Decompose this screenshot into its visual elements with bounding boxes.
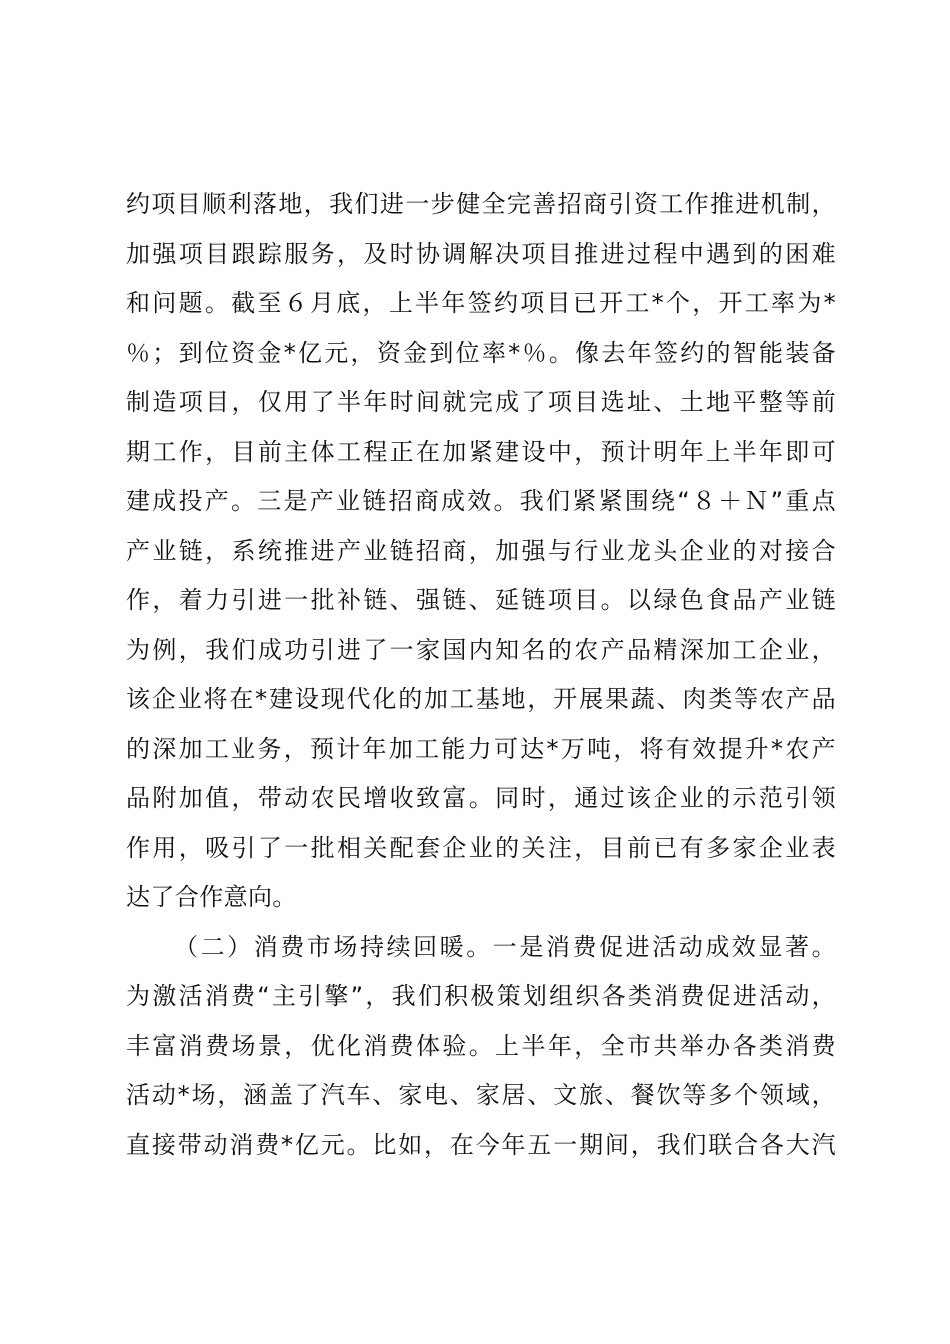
text-line: 该企业将在*建设现代化的加工基地，开展果蔬、肉类等农产品 <box>126 685 836 713</box>
text-line: ％；到位资金*亿元，资金到位率*％。像去年签约的智能装备 <box>126 338 836 367</box>
text-line: 和问题。截至６月底，上半年签约项目已开工*个，开工率为* <box>126 289 836 317</box>
text-line: 建成投产。三是产业链招商成效。我们紧紧围绕“８＋Ｎ”重点 <box>126 487 836 515</box>
text-line: 为激活消费“主引擎”，我们积极策划组织各类消费促进活动， <box>126 982 836 1010</box>
text-line: 丰富消费场景，优化消费体验。上半年，全市共举办各类消费 <box>126 1031 836 1060</box>
text-line: 作用，吸引了一批相关配套企业的关注，目前已有多家企业表 <box>126 833 836 862</box>
text-line: 品附加值，带动农民增收致富。同时，通过该企业的示范引领 <box>126 784 836 812</box>
text-line: 期工作，目前主体工程正在加紧建设中，预计明年上半年即可 <box>126 437 836 466</box>
text-line: 活动*场，涵盖了汽车、家电、家居、文旅、餐饮等多个领域， <box>126 1081 836 1109</box>
text-line: 加强项目跟踪服务，及时协调解决项目推进过程中遇到的困难 <box>126 239 836 268</box>
text-line: 制造项目，仅用了半年时间就完成了项目选址、土地平整等前 <box>126 388 836 416</box>
section-heading-line: （二）消费市场持续回暖。一是消费促进活动成效显著。 <box>174 932 836 961</box>
paragraph-end-line: 达了合作意向。 <box>126 883 297 911</box>
body-text <box>126 180 836 1170</box>
text-line: 为例，我们成功引进了一家国内知名的农产品精深加工企业， <box>126 635 836 664</box>
text-line: 作，着力引进一批补链、强链、延链项目。以绿色食品产业链 <box>126 586 836 614</box>
text-line: 直接带动消费*亿元。比如，在今年五一期间，我们联合各大汽 <box>126 1130 836 1159</box>
text-line: 的深加工业务，预计年加工能力可达*万吨，将有效提升*农产 <box>126 734 836 763</box>
text-line: 产业链，系统推进产业链招商，加强与行业龙头企业的对接合 <box>126 536 836 565</box>
text-line: 约项目顺利落地，我们进一步健全完善招商引资工作推进机制， <box>126 190 836 218</box>
